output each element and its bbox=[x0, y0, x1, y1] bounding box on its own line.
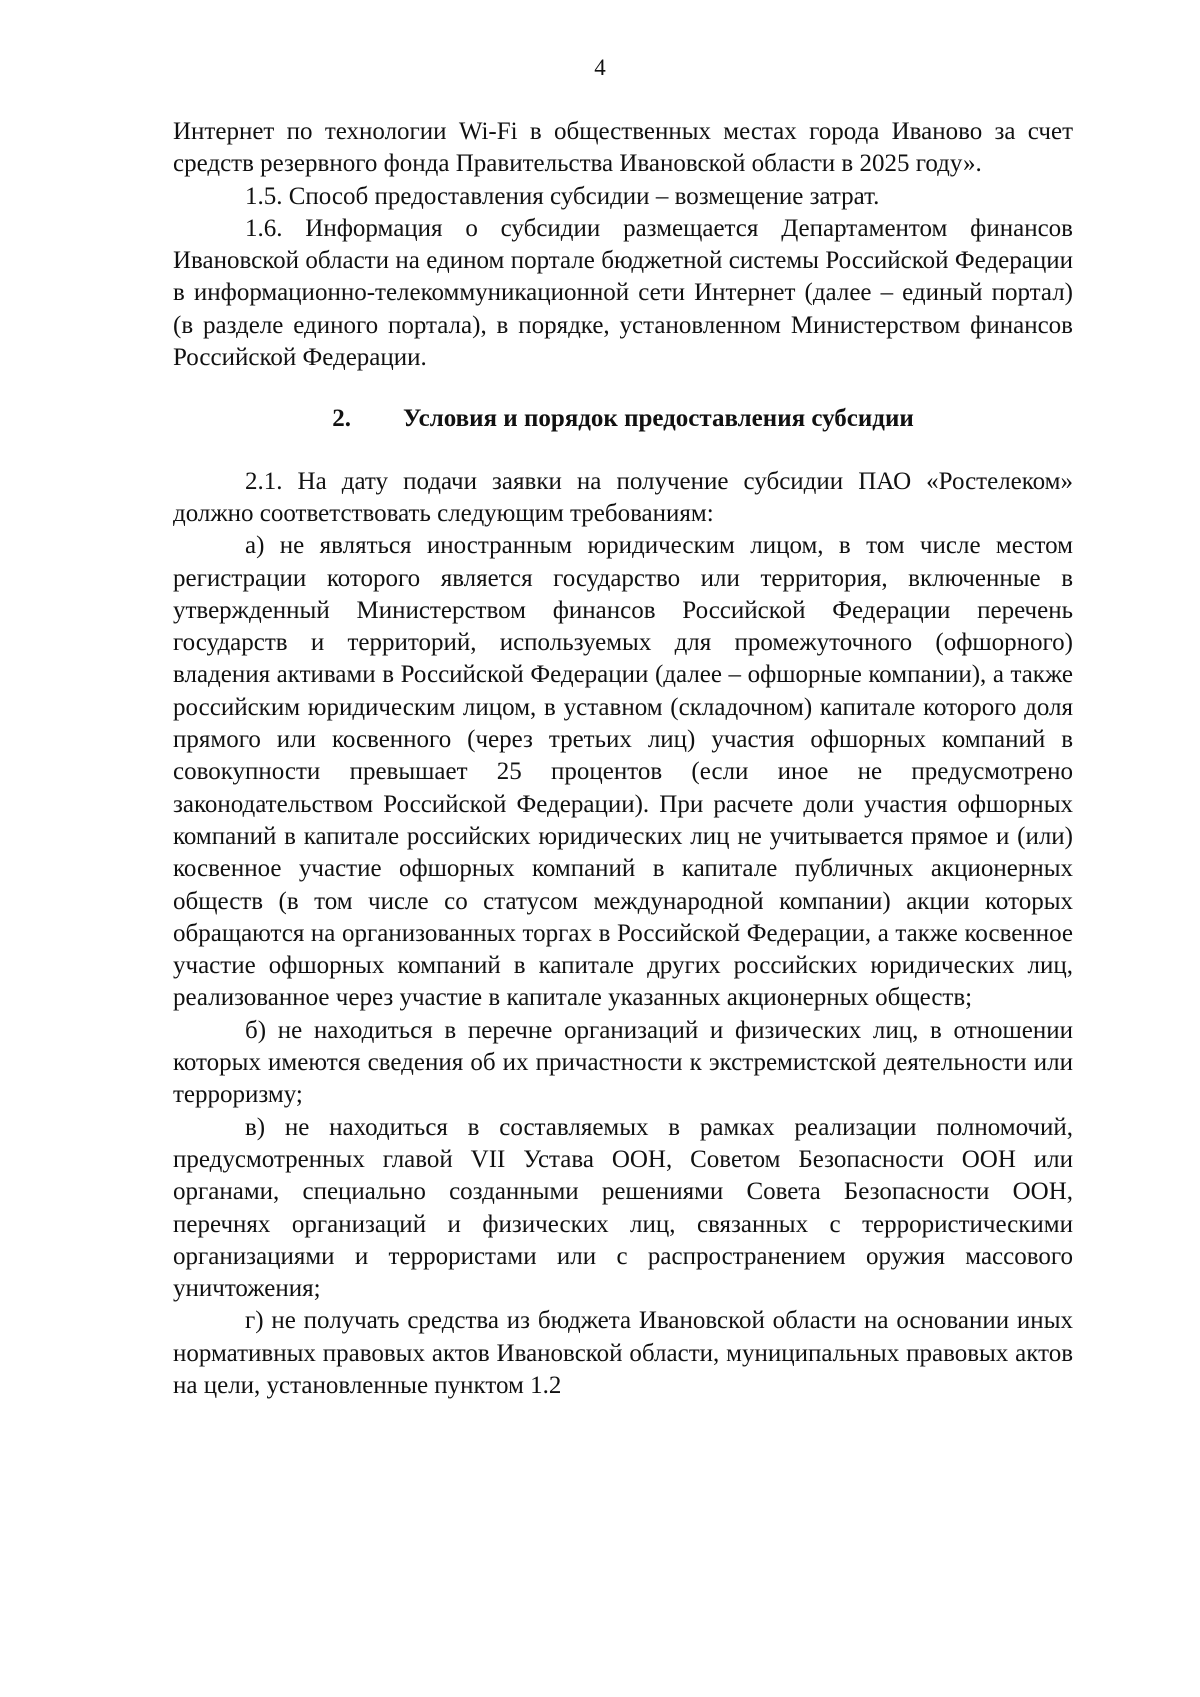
paragraph-1-6: 1.6. Информация о субсидии размещается Департаментом финансов Ивановской области на едином портале бюджетной системы Российской Федерации в информационно-телекоммуникационной сети Интернет (далее – единый портал) (в разделе единого портала), в порядке, установленном Министерством финансов Российской Федерации. bbox=[173, 214, 1073, 372]
section-number: 2. bbox=[332, 405, 351, 433]
section-title: Условия и порядок предоставления субсидии bbox=[402, 405, 914, 433]
paragraph-item-g: г) не получать средства из бюджета Ивановской области на основании иных нормативных правовых актов Ивановской области, муниципальных правовых актов на цели, установленные пунктом 1.2 bbox=[173, 1307, 1073, 1399]
paragraph-continuation: Интернет по технологии Wi-Fi в общественных местах города Иваново за счет средств резервного фонда Правительства Ивановской области в 2025 году». bbox=[173, 118, 1073, 178]
paragraph-1-5: 1.5. Способ предоставления субсидии – возмещение затрат. bbox=[245, 182, 880, 210]
document-body bbox=[173, 116, 1073, 1402]
paragraph-item-a: а) не являться иностранным юридическим лицом, в том числе местом регистрации которого является государство или территория, включенные в утвержденный Министерством финансов Российской Федерации перечень государств и территорий, используемых для промежуточного (офшорного) владения активами в Российской Федерации (далее – офшорные компании), а также российским юридическим лицом, в уставном (складочном) капитале которого доля прямого или косвенного (через третьих лиц) участия офшорных компаний в совокупности превышает 25 процентов (если иное не предусмотрено законодательством Российской Федерации). При расчете доли участия офшорных компаний в капитале российских юридических лиц не учитывается прямое и (или) косвенное участие офшорных компаний в капитале публичных акционерных обществ (в том числе со статусом международной компании) акции которых обращаются на организованных торгах в Российской Федерации, а также косвенное участие офшорных компаний в капитале других российских юридических лиц, реализованное через участие в капитале указанных акционерных обществ; bbox=[173, 532, 1073, 1012]
section-heading bbox=[173, 403, 1073, 435]
paragraph-item-b: б) не находиться в перечне организаций и физических лиц, в отношении которых имеются сведения об их причастности к экстремистской деятельности или терроризму; bbox=[173, 1016, 1073, 1109]
page-number: 4 bbox=[594, 55, 606, 80]
paragraph-2-1: 2.1. На дату подачи заявки на получение субсидии ПАО «Ростелеком» должно соответствовать следующим требованиям: bbox=[173, 467, 1073, 527]
paragraph-item-v: в) не находиться в составляемых в рамках реализации полномочий, предусмотренных главой VII Устава ООН, Советом Безопасности ООН или органами, специально созданными решениями Совета Безопасности ООН, перечнях организаций и физических лиц, связанных с террористическими организациями и террористами или с распространением оружия массового уничтожения; bbox=[173, 1113, 1073, 1303]
